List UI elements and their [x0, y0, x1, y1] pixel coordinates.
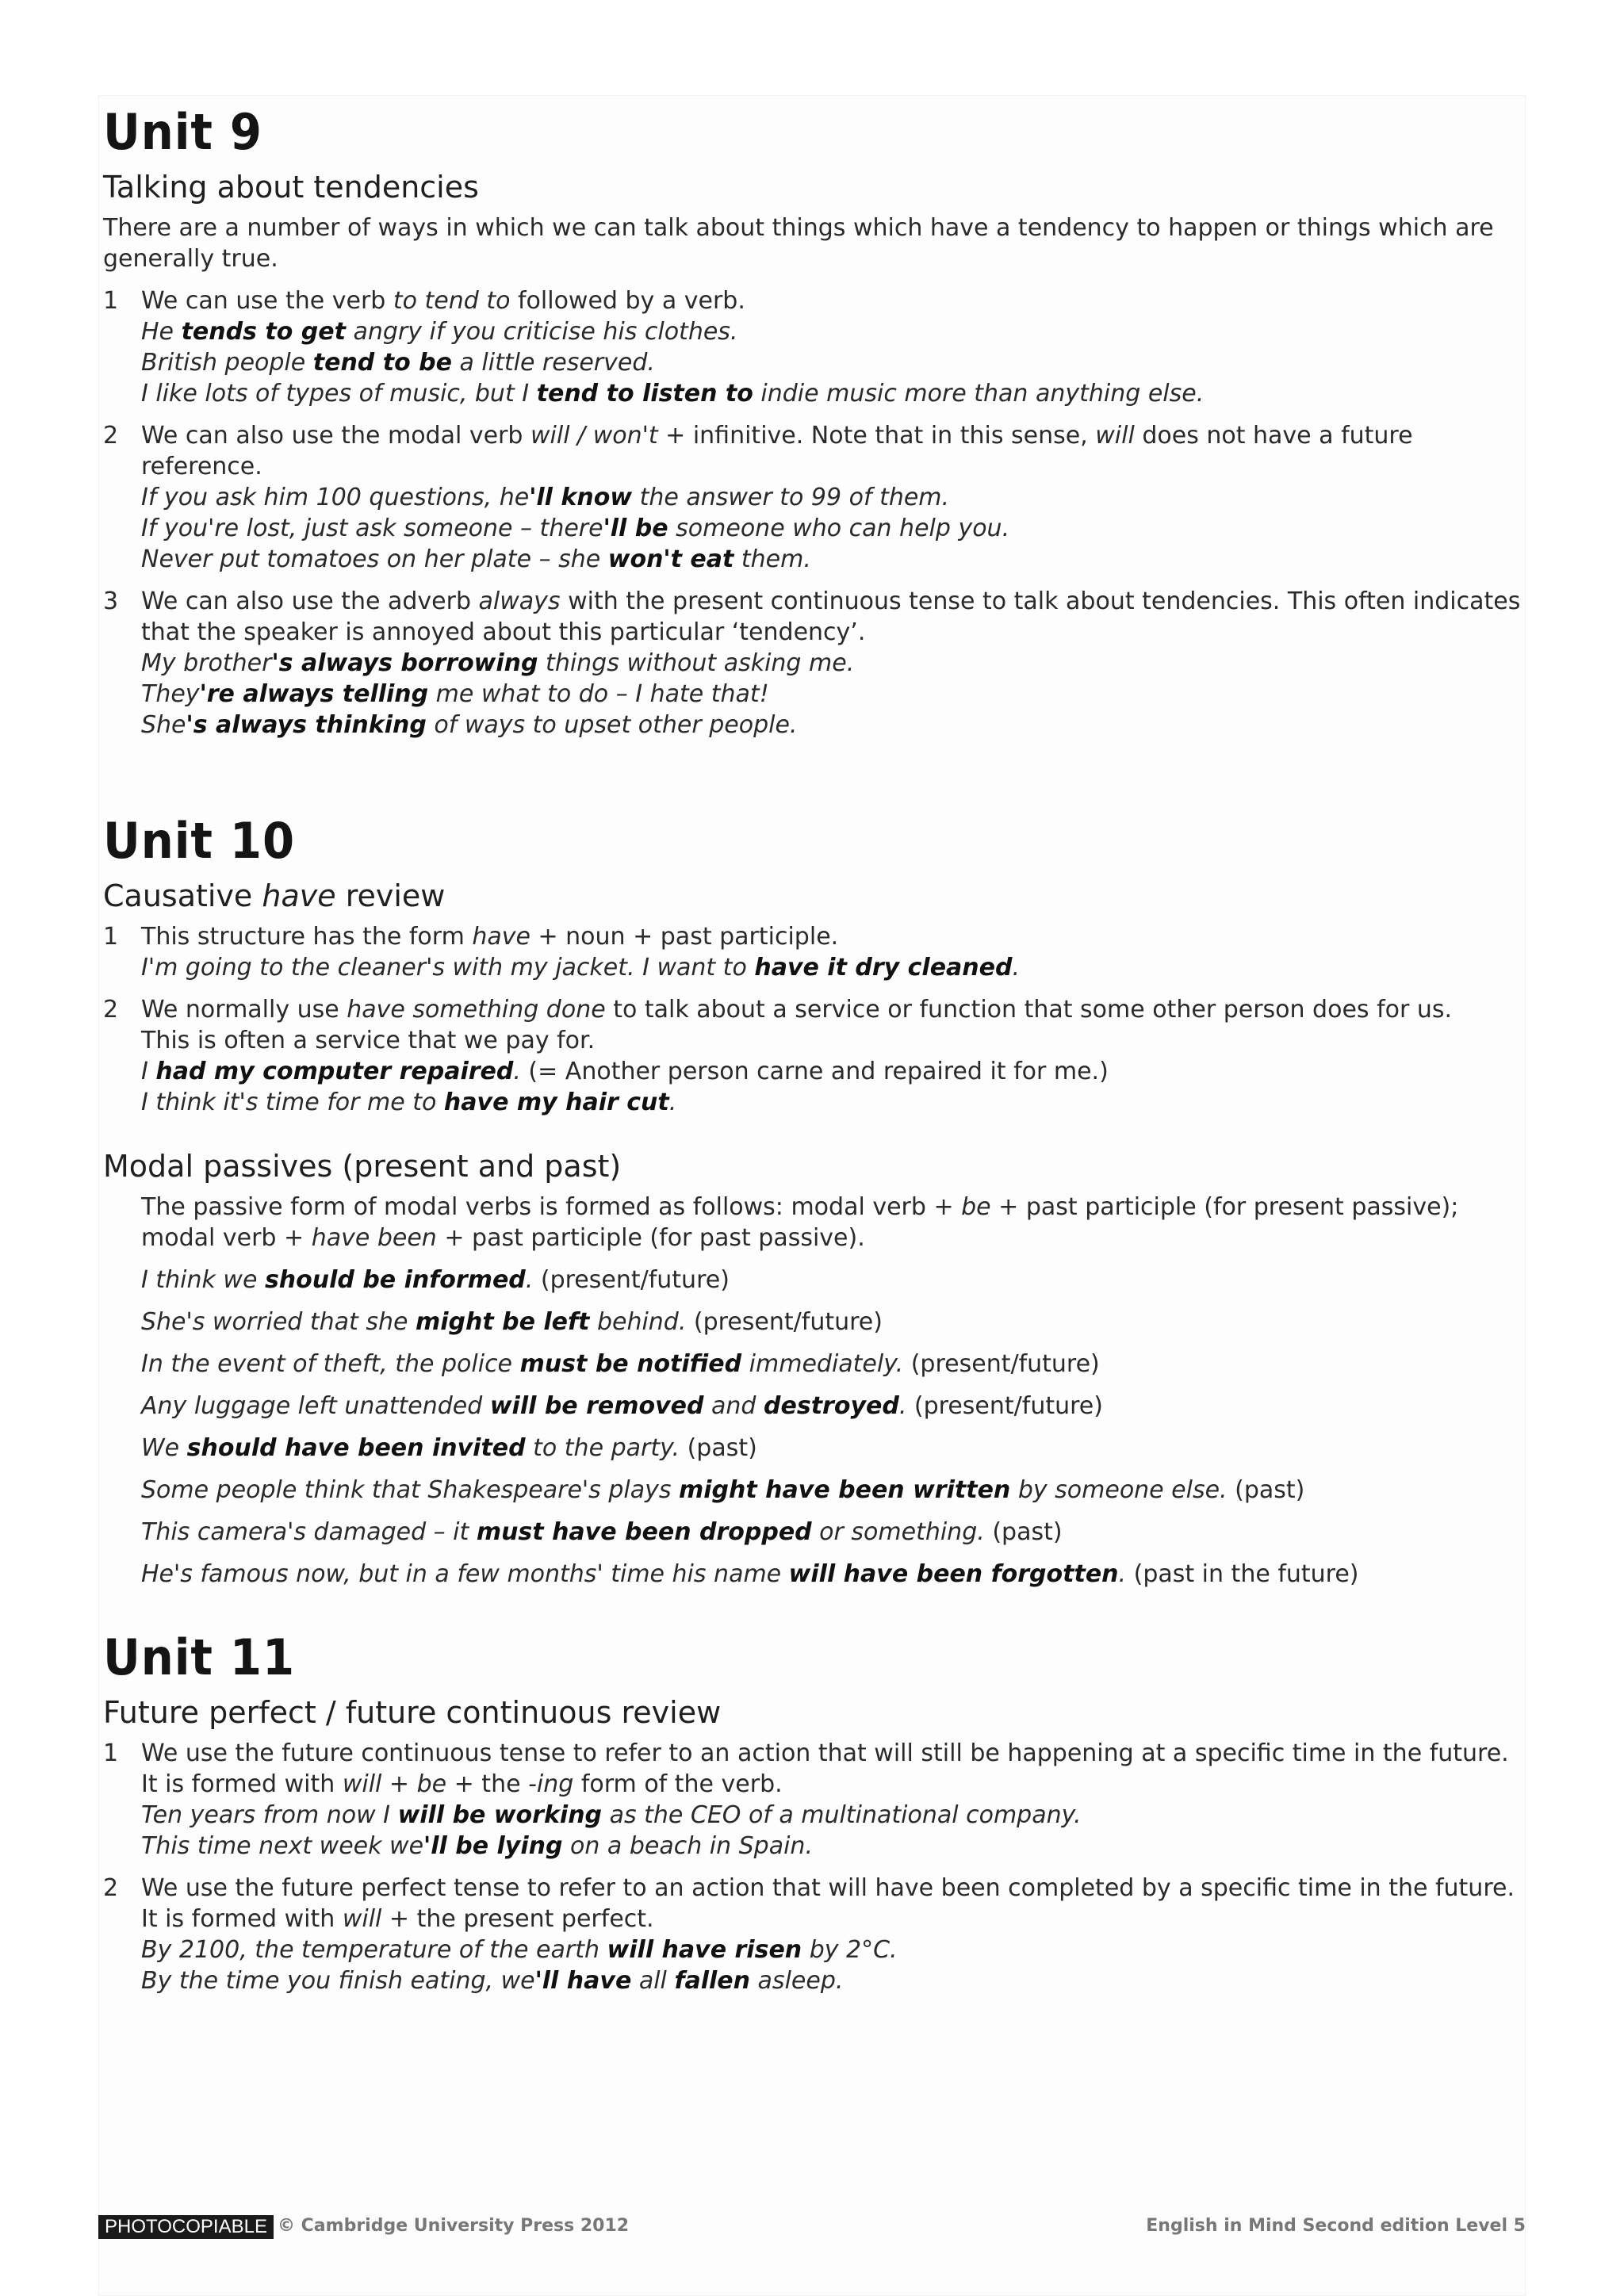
item-text: We can use the verb to tend to followed by a verb. — [141, 287, 745, 315]
example-line: I had my computer repaired. (= Another person carne and repaired it for me.) — [141, 1058, 1109, 1085]
book-title: English in Mind Second edition Level 5 — [1146, 2216, 1526, 2236]
example-line: He tends to get angry if you criticise his clothes. — [141, 318, 738, 346]
example-line: Ten years from now I will be working as the CEO of a multinational company. — [141, 1801, 1082, 1829]
example-line: I think we should be informed. (present/future) — [141, 1266, 730, 1294]
item-text: We normally use have something done to talk about a service or function that some other person does for us. — [141, 996, 1453, 1024]
example-line: I like lots of types of music, but I tend to listen to indie music more than anything else. — [141, 380, 1205, 408]
list-item — [103, 1873, 1515, 1996]
example-line: They're always telling me what to do – I hate that! — [141, 680, 769, 708]
unit-heading: Unit 11 — [103, 1628, 296, 1686]
example-line: This time next week we'll be lying on a beach in Spain. — [141, 1832, 813, 1860]
example-line: If you ask him 100 questions, he'll know the answer to 99 of them. — [141, 484, 950, 511]
example-line: British people tend to be a little reserved. — [141, 349, 655, 377]
example-line: By the time you finish eating, we'll have all fallen asleep. — [141, 1967, 844, 1995]
intro-line: modal verb + have been + past participle (for past passive). — [141, 1224, 865, 1252]
example-line: My brother's always borrowing things without asking me. — [141, 649, 855, 677]
list-item — [103, 921, 1451, 983]
item-text: that the speaker is annoyed about this particular ‘tendency’. — [141, 618, 866, 646]
item-text: It is formed with will + be + the -ing form of the verb. — [141, 1770, 783, 1798]
item-text: We can also use the adverb always with the present continuous tense to talk about tendencies. This often indicates — [141, 587, 1521, 615]
intro-line: generally true. — [103, 245, 278, 273]
section-future-perfect — [103, 1693, 1515, 1996]
intro-line: The passive form of modal verbs is formed as follows: modal verb + be + past participle (for present passive); — [141, 1193, 1459, 1221]
list-item — [103, 586, 1521, 740]
list-item — [103, 420, 1451, 575]
section-talking-about-tendencies — [103, 168, 1521, 740]
section-title: Causative have review — [103, 878, 446, 913]
unit-9 — [103, 103, 274, 161]
list-item — [103, 285, 1451, 409]
example-line: She's worried that she might be left behind. (present/future) — [141, 1308, 883, 1336]
list-item — [103, 1738, 1509, 1862]
example-line: We should have been invited to the party. (past) — [141, 1434, 757, 1462]
item-number: 3 — [103, 587, 119, 615]
item-text: We use the future continuous tense to refer to an action that will still be happening at a specific time in the future. — [141, 1739, 1509, 1767]
intro-line: There are a number of ways in which we can talk about things which have a tendency to happen or things which are — [103, 214, 1494, 242]
example-line: By 2100, the temperature of the earth will have risen by 2°C. — [141, 1936, 898, 1964]
example-line: This camera's damaged – it must have been dropped or something. (past) — [141, 1518, 1063, 1546]
item-number: 1 — [103, 287, 119, 315]
item-text: This is often a service that we pay for. — [141, 1027, 596, 1054]
item-number: 1 — [103, 1739, 119, 1767]
section-title: Future perfect / future continuous review — [103, 1695, 722, 1730]
section-title: Talking about tendencies — [103, 170, 479, 205]
item-text: We can also use the modal verb will / won't + infinitive. Note that in this sense, will does not have a future — [141, 422, 1413, 450]
unit-11 — [103, 1628, 309, 1686]
section-title: Modal passives (present and past) — [103, 1149, 622, 1184]
example-line: He's famous now, but in a few months' time his name will have been forgotten. (past in the future) — [141, 1560, 1359, 1588]
item-number: 2 — [103, 422, 119, 450]
unit-heading: Unit 9 — [103, 103, 262, 161]
example-line: I think it's time for me to have my hair cut. — [141, 1089, 677, 1116]
item-number: 1 — [103, 923, 119, 951]
section-body — [103, 1192, 1459, 1590]
example-line: I'm going to the cleaner's with my jacket. I want to have it dry cleaned. — [141, 954, 1021, 982]
item-text: This structure has the form have + noun + past participle. — [141, 923, 839, 951]
example-line: Any luggage left unattended will be removed and destroyed. (present/future) — [141, 1392, 1103, 1420]
copyright-notice: © Cambridge University Press 2012 — [278, 2216, 630, 2236]
example-line: In the event of theft, the police must be notified immediately. (present/future) — [141, 1350, 1100, 1378]
list-item — [103, 994, 1451, 1118]
item-text: It is formed with will + the present perfect. — [141, 1905, 654, 1933]
unit-10 — [103, 812, 309, 870]
section-modal-passives — [103, 1147, 1459, 1590]
example-line: Some people think that Shakespeare's plays might have been written by someone else. (past) — [141, 1476, 1305, 1504]
item-number: 2 — [103, 1874, 119, 1902]
photocopiable-badge: PHOTOCOPIABLE — [98, 2215, 274, 2239]
unit-heading: Unit 10 — [103, 812, 296, 870]
page-footer — [98, 2212, 1526, 2239]
item-text: We use the future perfect tense to refer to an action that will have been completed by a specific time in the future. — [141, 1874, 1515, 1902]
example-line: If you're lost, just ask someone – there'll be someone who can help you. — [141, 515, 1010, 542]
item-text: reference. — [141, 453, 262, 480]
example-line: She's always thinking of ways to upset other people. — [141, 711, 798, 739]
section-causative-have — [103, 877, 1451, 1118]
example-line: Never put tomatoes on her plate – she won't eat them. — [141, 545, 811, 573]
item-number: 2 — [103, 996, 119, 1024]
